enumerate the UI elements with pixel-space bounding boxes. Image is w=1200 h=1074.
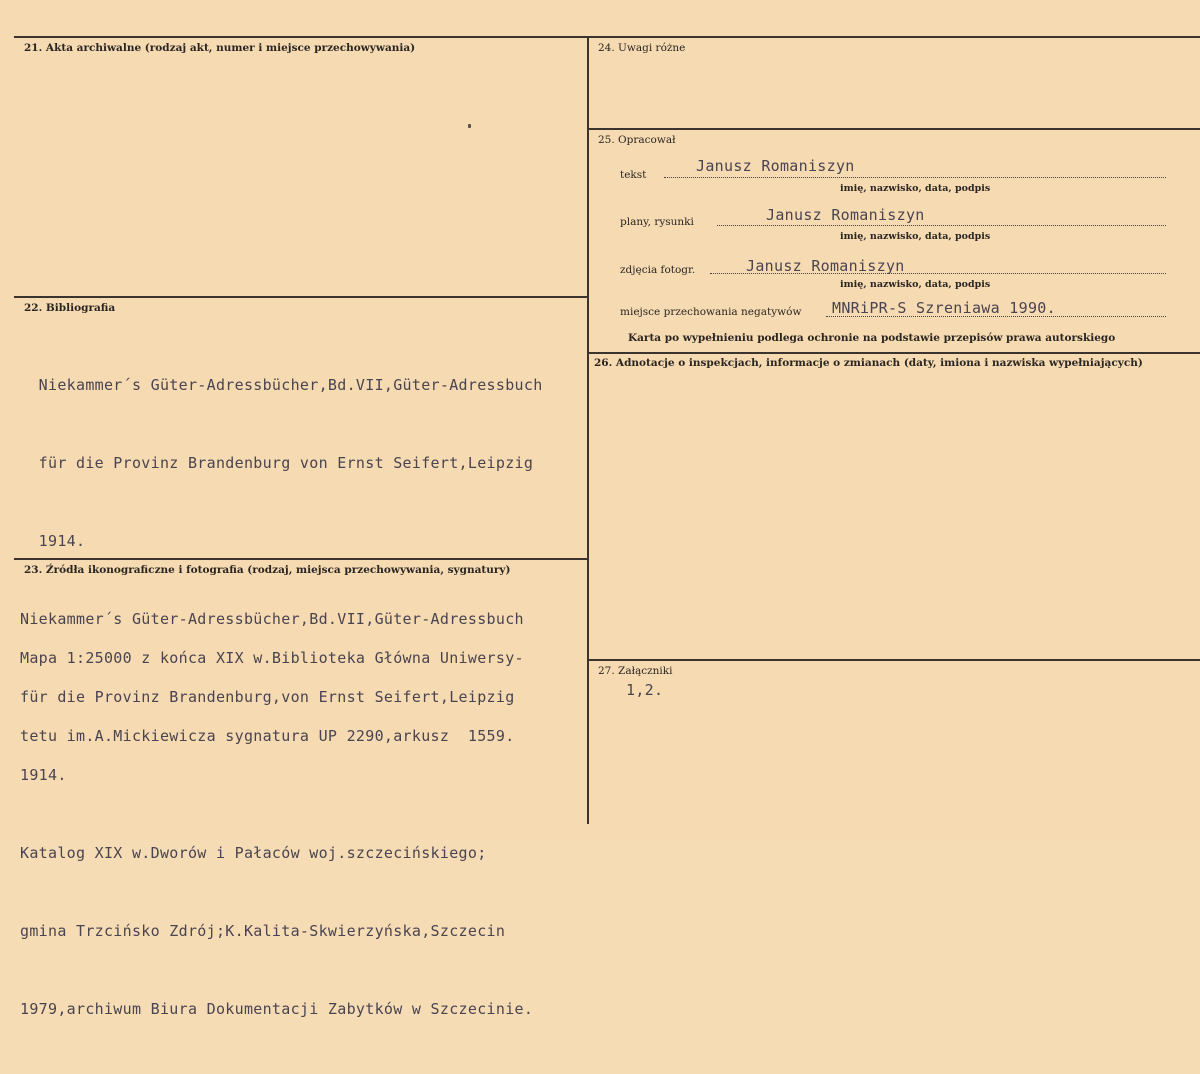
bibliography-line: Niekammer´s Güter-Adressbücher,Bd.VII,Güter-Adressbuch: [20, 610, 524, 628]
top-border: [14, 36, 1200, 38]
divider-26-27: [588, 659, 1200, 661]
iconography-line: Mapa 1:25000 z końca XIX w.Biblioteka Główna Uniwersy-: [20, 649, 524, 667]
bibliography-line: Katalog XIX w.Dworów i Pałaców woj.szczecińskiego;: [20, 844, 487, 862]
bibliography-line: 1979,archiwum Biura Dokumentacji Zabytków w Szczecinie.: [20, 1000, 534, 1018]
iconography-text: [20, 593, 524, 801]
negatives-label: miejsce przechowania negatywów: [620, 306, 802, 318]
negatives-dotted-line: [826, 316, 1166, 317]
divider-21-22: [14, 296, 588, 298]
plany-value: Janusz Romaniszyn: [766, 206, 925, 224]
section-25-label: 25. Opracował: [598, 134, 676, 146]
tekst-label: tekst: [620, 169, 647, 181]
divider-25-26: [588, 352, 1200, 354]
section-27-label: 27. Załączniki: [598, 665, 673, 677]
iconography-line: tetu im.A.Mickiewicza sygnatura UP 2290,arkusz 1559.: [20, 727, 515, 745]
tekst-value: Janusz Romaniszyn: [696, 157, 855, 175]
zdjecia-label: zdjęcia fotogr.: [620, 264, 696, 276]
bibliography-line: für die Provinz Brandenburg,von Ernst Seifert,Leipzig: [20, 688, 515, 706]
attachments-value: 1,2.: [626, 681, 664, 699]
plany-label: plany, rysunki: [620, 216, 694, 228]
section-24-label: 24. Uwagi różne: [598, 42, 686, 54]
bibliography-line: 1914.: [20, 532, 86, 550]
section-22-label: 22. Bibliografia: [24, 302, 116, 314]
plany-caption: imię, nazwisko, data, podpis: [840, 231, 991, 242]
tekst-dotted-line: [664, 177, 1166, 178]
bibliography-line: für die Provinz Brandenburg von Ernst Seifert,Leipzig: [20, 454, 534, 472]
zdjecia-dotted-line: [710, 273, 1166, 274]
zdjecia-value: Janusz Romaniszyn: [746, 257, 905, 275]
divider-24-25: [588, 128, 1200, 130]
copyright-notice: Karta po wypełnieniu podlega ochronie na podstawie przepisów prawa autorskiego: [628, 332, 1116, 344]
tekst-caption: imię, nazwisko, data, podpis: [840, 183, 991, 194]
section-23-label: 23. Źródła ikonograficzne i fotografia (rodzaj, miejsca przechowywania, sygnatury): [24, 564, 511, 576]
bibliography-line: 1914.: [20, 766, 67, 784]
negatives-value: MNRiPR-S Szreniawa 1990.: [832, 299, 1056, 317]
bibliography-line: gmina Trzcińsko Zdrój;K.Kalita-Skwierzyńska,Szczecin: [20, 922, 506, 940]
plany-dotted-line: [717, 225, 1166, 226]
section-26-label: 26. Adnotacje o inspekcjach, informacje o zmianach (daty, imiona i nazwiska wypełniających): [594, 357, 1143, 369]
bibliography-line: Niekammer´s Güter-Adressbücher,Bd.VII,Güter-Adressbuch: [20, 376, 543, 394]
zdjecia-caption: imię, nazwisko, data, podpis: [840, 279, 991, 290]
paper-speck: [468, 124, 471, 128]
center-divider: [587, 36, 589, 824]
section-21-label: 21. Akta archiwalne (rodzaj akt, numer i miejsce przechowywania): [24, 42, 416, 54]
